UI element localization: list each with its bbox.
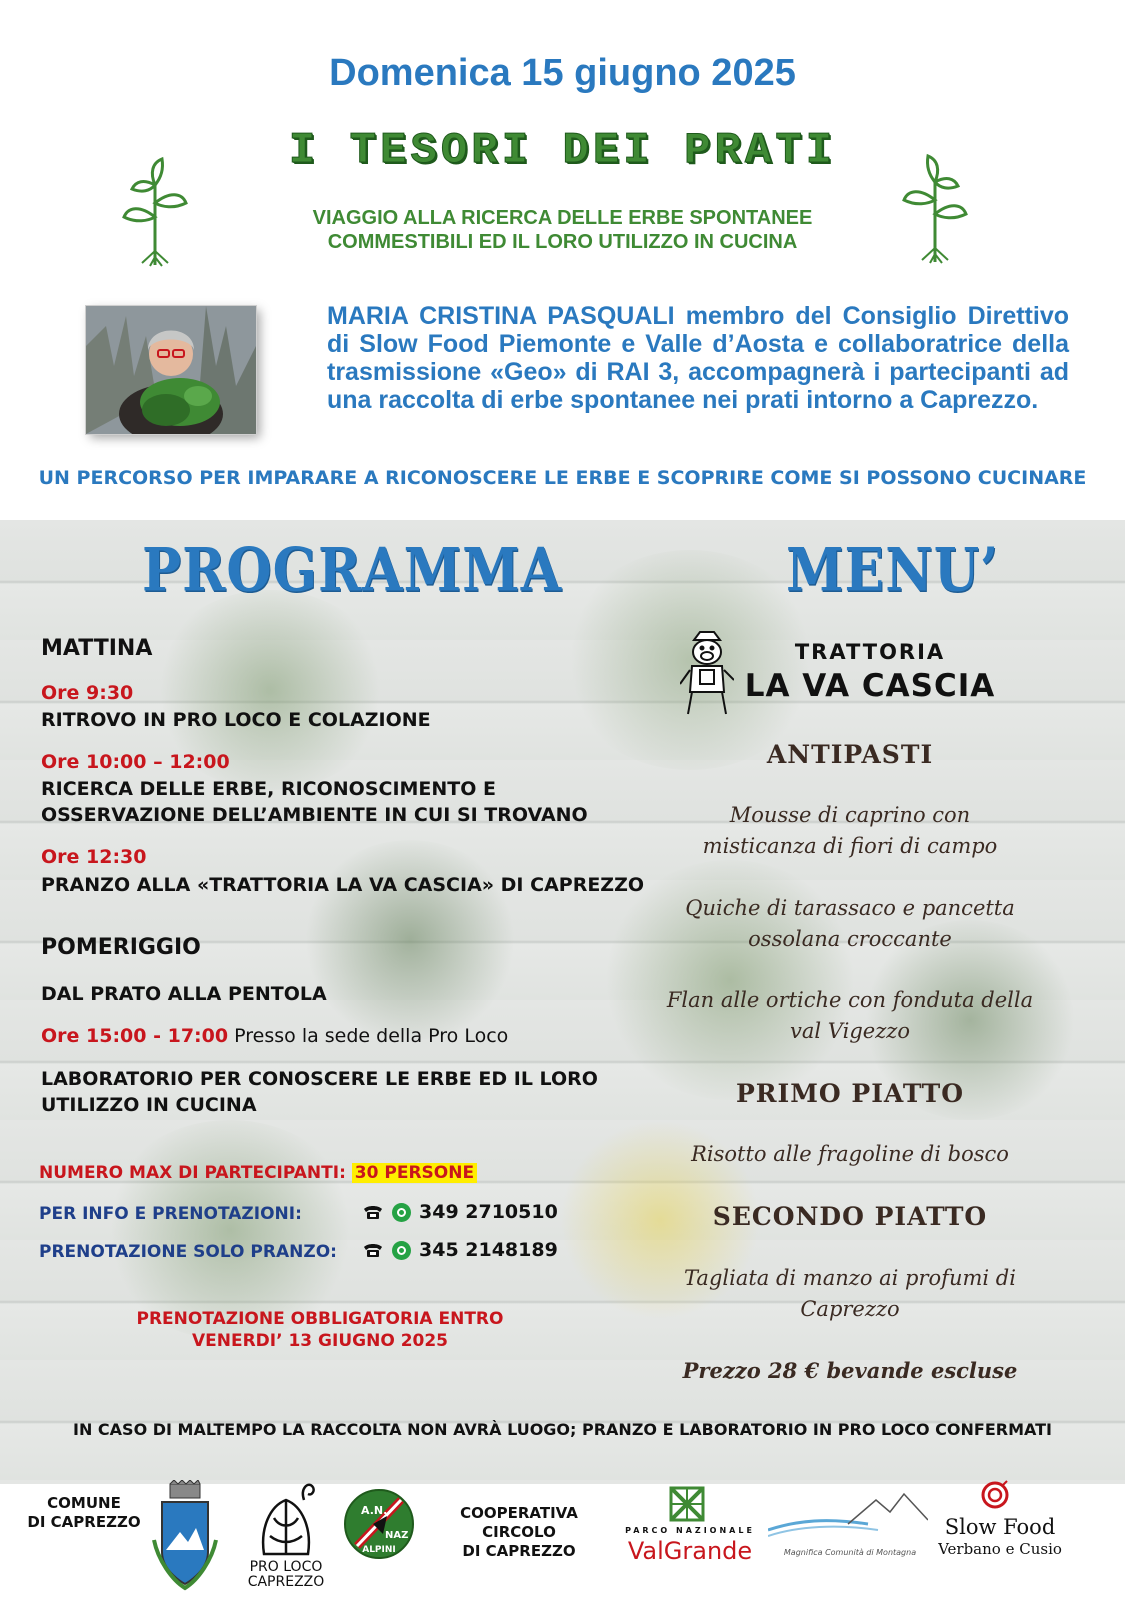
mountain-logo-icon bbox=[768, 1490, 928, 1546]
percorso-tagline: UN PERCORSO PER IMPARARE A RICONOSCERE LE ERBE E SCOPRIRE COME SI POSSONO CUCINARE bbox=[38, 467, 1087, 489]
guide-description: membro del Consiglio Direttivo di Slow Food Piemonte e Valle d’Aosta e collaboratrice della trasmissione «Geo» di RAI 3, accompagnerà i partecipanti ad una raccolta di erbe spontanee nei prati intorno a Caprezzo. bbox=[327, 302, 1069, 414]
trattoria-block bbox=[740, 640, 1000, 704]
trattoria-label: TRATTORIA bbox=[794, 640, 946, 664]
dish-mousse-line-1: Mousse di caprino con bbox=[729, 803, 971, 827]
event-title: I TESORI DEI PRATI bbox=[288, 126, 837, 176]
program-item-sede: Presso la sede della Pro Loco bbox=[228, 1025, 509, 1047]
info-phone-number: 349 2710510 bbox=[419, 1201, 558, 1223]
herb-decoration bbox=[300, 840, 520, 1040]
phone-icon bbox=[362, 1204, 384, 1220]
park-logo-icon bbox=[667, 1484, 707, 1524]
dish-tagliata-line-2: Caprezzo bbox=[800, 1297, 900, 1321]
dish-mousse bbox=[620, 800, 1080, 862]
weather-notice: IN CASO DI MALTEMPO LA RACCOLTA NON AVRÀ LUOGO; PRANZO E LABORATORIO IN PRO LOCO CONFERMATI bbox=[73, 1420, 1052, 1439]
time-1500-1700: Ore 15:00 - 17:00 bbox=[41, 1025, 229, 1047]
cooperativa-label bbox=[424, 1504, 614, 1561]
program-item-pranzo: PRANZO ALLA «TRATTORIA LA VA CASCIA» DI CAPREZZO bbox=[41, 874, 645, 896]
comune-line-2: DI CAPREZZO bbox=[27, 1513, 141, 1531]
pig-mascot-icon bbox=[680, 630, 734, 718]
dish-quiche bbox=[620, 893, 1080, 955]
subtitle-line-1: VIAGGIO ALLA RICERCA DELLE ERBE SPONTANEE bbox=[312, 207, 813, 229]
coop-line-1: COOPERATIVA CIRCOLO bbox=[460, 1504, 578, 1541]
dish-flan bbox=[620, 985, 1080, 1047]
coop-line-2: DI CAPREZZO bbox=[462, 1542, 576, 1560]
course-antipasti: ANTIPASTI bbox=[766, 740, 934, 769]
max-participants bbox=[39, 1163, 477, 1183]
menu-heading: MENU’ bbox=[786, 535, 1000, 606]
alpini-ans-text: A.N. bbox=[361, 1504, 388, 1517]
programma-heading: PROGRAMMA bbox=[142, 535, 563, 606]
deadline-line-1: PRENOTAZIONE OBBLIGATORIA ENTRO bbox=[136, 1309, 504, 1329]
time-930: Ore 9:30 bbox=[41, 682, 134, 704]
program-item-laboratorio-1: LABORATORIO PER CONOSCERE LE ERBE ED IL LORO bbox=[41, 1068, 598, 1090]
parco-small-label: PARCO NAZIONALE bbox=[625, 1526, 755, 1535]
dish-flan-line-1: Flan alle ortiche con fonduta della bbox=[666, 988, 1034, 1012]
dish-quiche-line-1: Quiche di tarassaco e pancetta bbox=[685, 896, 1015, 920]
course-primo: PRIMO PIATTO bbox=[735, 1079, 965, 1108]
comune-line-1: COMUNE bbox=[47, 1494, 121, 1512]
deadline-line-2: VENERDI’ 13 GIUGNO 2025 bbox=[191, 1331, 449, 1351]
program-item-ricerca-1: RICERCA DELLE ERBE, RICONOSCIMENTO E bbox=[41, 778, 497, 800]
dish-risotto: Risotto alle fragoline di bosco bbox=[691, 1142, 1009, 1166]
program-item-laboratorio-2: UTILIZZO IN CUCINA bbox=[41, 1094, 257, 1116]
proloco-line-2: CAPREZZO bbox=[247, 1574, 325, 1590]
guide-name: MARIA CRISTINA PASQUALI bbox=[327, 302, 675, 330]
proloco-line-1: PRO LOCO bbox=[249, 1559, 323, 1575]
dish-quiche-line-2: ossolana croccante bbox=[748, 927, 952, 951]
max-participants-label: NUMERO MAX DI PARTECIPANTI: bbox=[39, 1163, 352, 1183]
slowfood-snail-icon bbox=[980, 1480, 1010, 1510]
event-subtitle bbox=[0, 206, 1125, 254]
guide-bio bbox=[327, 302, 1069, 414]
proloco-label bbox=[244, 1560, 328, 1590]
coat-of-arms-icon bbox=[152, 1480, 218, 1592]
pranzo-phone-number: 345 2148189 bbox=[419, 1239, 558, 1261]
dish-flan-line-2: val Vigezzo bbox=[790, 1019, 910, 1043]
phone-icon bbox=[362, 1242, 384, 1258]
course-secondo: SECONDO PIATTO bbox=[712, 1202, 988, 1231]
guide-photo bbox=[86, 306, 256, 434]
unione-text: Magnifica Comunità di Montagna bbox=[783, 1548, 917, 1557]
pomeriggio-label: POMERIGGIO bbox=[41, 935, 201, 960]
trattoria-name: LA VA CASCIA bbox=[744, 668, 996, 704]
time-1230: Ore 12:30 bbox=[41, 846, 147, 868]
mattina-label: MATTINA bbox=[41, 636, 153, 661]
event-date: Domenica 15 giugno 2025 bbox=[329, 52, 796, 94]
header-section bbox=[0, 0, 1125, 520]
program-item-ritrovo: RITROVO IN PRO LOCO E COLAZIONE bbox=[41, 709, 431, 731]
parco-name: ValGrande bbox=[627, 1537, 753, 1565]
alpini-badge-icon bbox=[343, 1486, 415, 1562]
whatsapp-icon bbox=[392, 1203, 411, 1222]
slowfood-sub: Verbano e Cusio bbox=[938, 1540, 1062, 1558]
alpini-text: ALPINI bbox=[362, 1545, 396, 1555]
program-item-laboratorio-time bbox=[41, 1022, 508, 1050]
info-label: PER INFO E PRENOTAZIONI: bbox=[39, 1204, 302, 1224]
alpini-naz-text: NAZ bbox=[385, 1530, 409, 1541]
booking-deadline bbox=[40, 1308, 600, 1352]
dish-tagliata bbox=[620, 1263, 1080, 1325]
program-item-ricerca-2: OSSERVAZIONE DELL’AMBIENTE IN CUI SI TROVANO bbox=[41, 804, 588, 826]
subtitle-line-2: COMMESTIBILI ED IL LORO UTILIZZO IN CUCINA bbox=[327, 231, 798, 253]
guide-photo-image bbox=[86, 306, 256, 434]
snail-icon bbox=[254, 1478, 318, 1560]
pranzo-label: PRENOTAZIONE SOLO PRANZO: bbox=[39, 1242, 337, 1262]
dish-tagliata-line-1: Tagliata di manzo ai profumi di bbox=[684, 1266, 1016, 1290]
pranzo-phone[interactable] bbox=[362, 1239, 558, 1261]
info-phone[interactable] bbox=[362, 1201, 558, 1223]
slowfood-name: Slow Food bbox=[944, 1515, 1056, 1539]
comune-label bbox=[20, 1494, 148, 1532]
dish-mousse-line-2: misticanza di fiori di campo bbox=[702, 834, 998, 858]
sponsors-footer bbox=[0, 1484, 1125, 1604]
herb-decoration bbox=[100, 1120, 360, 1340]
menu-price: Prezzo 28 € bevande escluse bbox=[682, 1358, 1018, 1383]
whatsapp-icon bbox=[392, 1241, 411, 1260]
time-1000-1200: Ore 10:00 – 12:00 bbox=[41, 751, 230, 773]
program-item-prato: DAL PRATO ALLA PENTOLA bbox=[41, 983, 327, 1005]
max-participants-value: 30 PERSONE bbox=[352, 1163, 477, 1183]
